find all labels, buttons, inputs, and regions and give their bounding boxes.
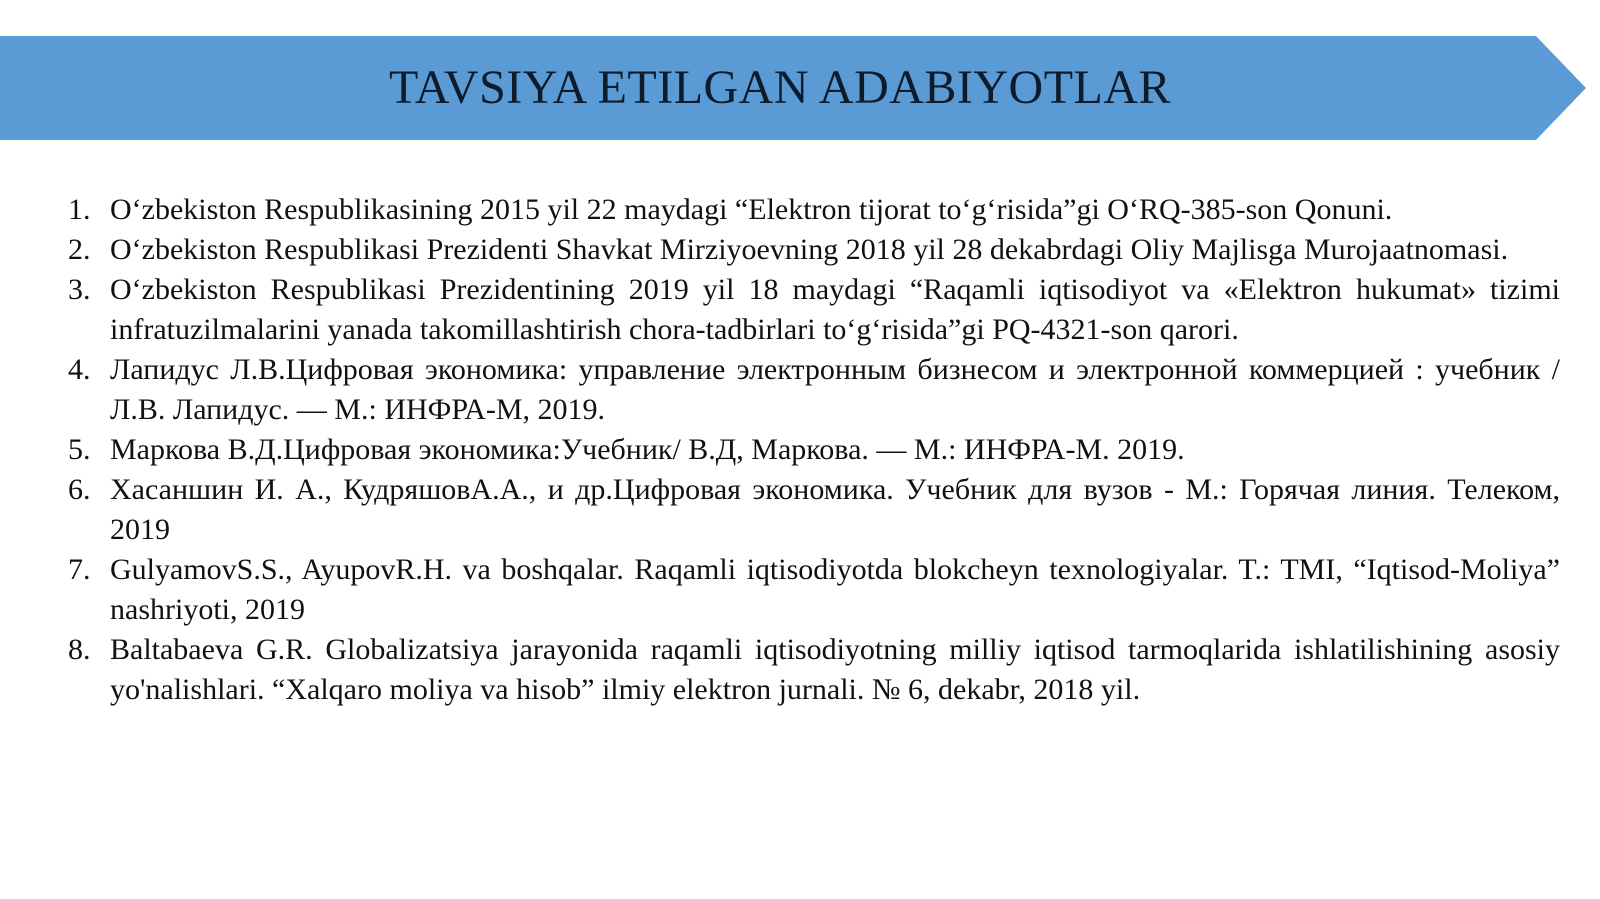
reference-text: Хасаншин И. А., КудряшовА.А., и др.Цифровая экономика. Учебник для вузов - М.: Горячая линия. Телеком, 2019 [110,473,1560,546]
reference-item [68,550,1560,630]
reference-number: 2. [68,233,91,266]
reference-number: 4. [68,353,91,386]
reference-number: 3. [68,273,91,306]
reference-number: 7. [68,553,91,586]
reference-item [68,630,1560,710]
reference-text: O‘zbekiston Respublikasi Prezidenti Shavkat Mirziyoevning 2018 yil 28 dekabrdagi Oliy Majlisga Murojaatnomasi. [110,233,1509,266]
reference-text: Маркова В.Д.Цифровая экономика:Учебник/ В.Д, Маркова. — М.: ИНФРА-М. 2019. [110,433,1185,466]
page-title: TAVSIYA ETILGAN ADABIYOTLAR [388,61,1172,114]
reference-list [68,190,1560,710]
reference-item [68,270,1560,350]
reference-text: GulyamovS.S., AyupovR.H. va boshqalar. Raqamli iqtisodiyotda blokcheyn texnologiyalar. T.: TMI, “Iqtisod-Moliya” nashriyoti, 2019 [110,553,1560,626]
reference-number: 1. [68,193,91,226]
reference-number: 5. [68,433,91,466]
reference-text: Лапидус Л.В.Цифровая экономика: управление электронным бизнесом и электронной коммерцией : учебник / Л.В. Лапидус. — М.: ИНФРА-М, 2019. [110,353,1560,426]
reference-number: 6. [68,473,91,506]
reference-item [68,470,1560,550]
reference-text: O‘zbekiston Respublikasining 2015 yil 22 maydagi “Elektron tijorat to‘g‘risida”gi O‘RQ-385-son Qonuni. [110,193,1393,226]
reference-item [68,430,1560,470]
reference-text: Baltabaeva G.R. Globalizatsiya jarayonida raqamli iqtisodiyotning milliy iqtisod tarmoqlarida ishlatilishining asosiy yo'nalishlari. “Xalqaro moliya va hisob” ilmiy elektron jurnali. № 6, dekabr, 2018 yil. [110,633,1560,706]
title-banner [0,36,1588,140]
reference-number: 8. [68,633,91,666]
reference-item [68,190,1560,230]
reference-item [68,230,1560,270]
reference-text: O‘zbekiston Respublikasi Prezidentining 2019 yil 18 maydagi “Raqamli iqtisodiyot va «Elektron hukumat» tizimi infratuzilmalarini yanada takomillashtirish chora-tadbirlari to‘g‘risida”gi PQ-4321-son qarori. [110,273,1560,346]
reference-item [68,350,1560,430]
